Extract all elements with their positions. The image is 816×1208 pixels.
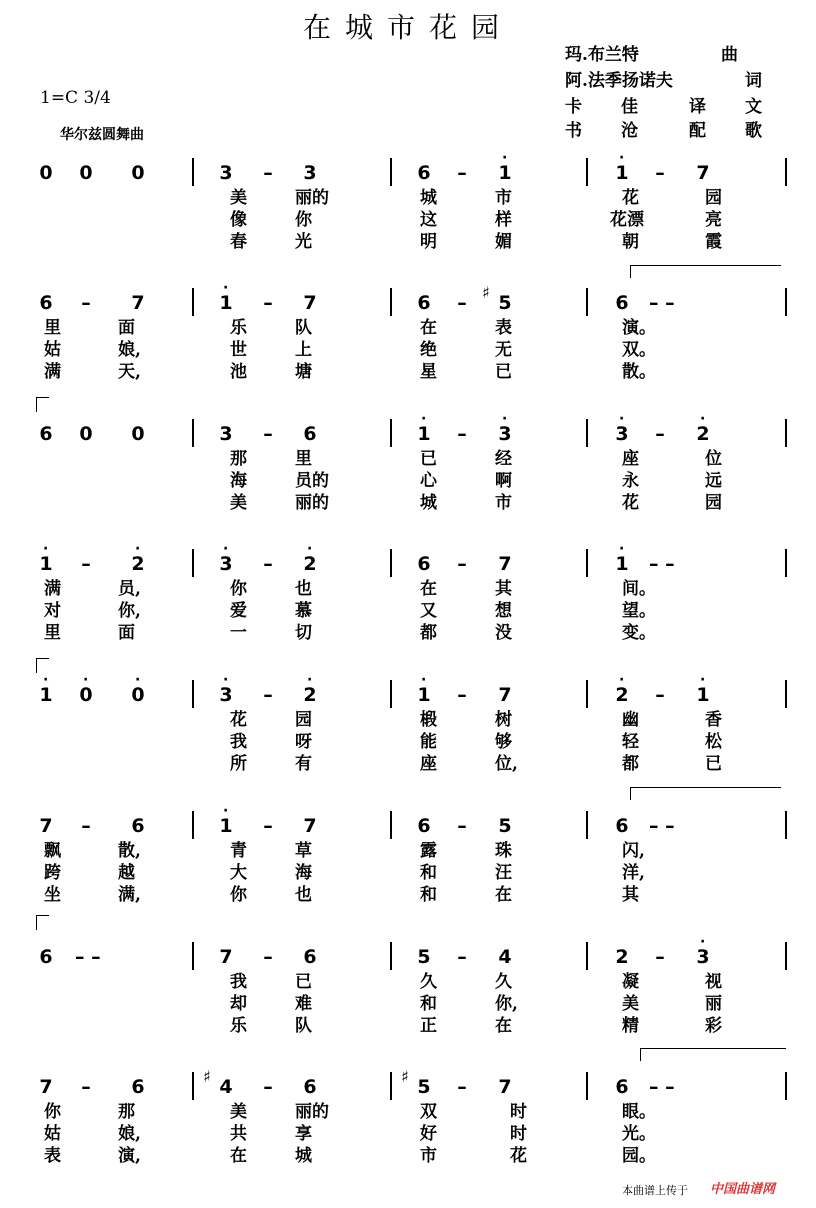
lyric: 已 [295,972,312,992]
lyric: 表 [495,318,512,338]
note: 3 [219,162,233,184]
lyric: 花 [510,1146,527,1166]
bar-line [192,549,194,577]
lyric: 其 [495,579,512,599]
note: ♯ 4 [203,1067,233,1098]
note: – [457,292,467,314]
note: ♯ 5 [482,283,512,314]
lyric: 散。 [622,362,656,382]
lyric: 无 [495,340,512,360]
note: · 2 [303,541,317,575]
lyric: 在 [495,885,512,905]
lyric: 在 [230,1146,247,1166]
lyric: 爱 [230,601,247,621]
lyric: 切 [295,623,312,643]
lyric: 光 [295,232,312,252]
lyric: 海 [295,863,312,883]
lyric: 绝 [420,340,437,360]
lyric: 像 [230,210,247,230]
note: 6 [417,815,431,837]
note: 5 [498,815,512,837]
lyric: 飘 [44,841,61,861]
bar-line [192,419,194,447]
note: · 1 [417,672,431,706]
lyric: 员的 [295,471,329,491]
lyric: 都 [622,754,639,774]
lyric: 凝 [622,972,639,992]
bar-line [785,419,787,447]
lyric: 里 [44,318,61,338]
lyric: 已 [495,362,512,382]
note: – [263,1076,273,1098]
lyric: 丽的 [295,188,329,208]
lyric: 也 [295,885,312,905]
lyric: 双。 [622,340,656,360]
lyric: 样 [495,210,512,230]
note: – [457,684,467,706]
lyric: 享 [295,1124,312,1144]
lyric: 位 [705,449,722,469]
volta-bracket [36,658,49,673]
lyric: 心 [420,471,437,491]
lyric: 池 [230,362,247,382]
note: – [81,1076,91,1098]
lyric: 花 [622,188,639,208]
lyric: 时 [510,1102,527,1122]
lyric: 市 [495,188,512,208]
note: · 1 [696,672,710,706]
lyric: 松 [705,732,722,752]
note: 3 [303,162,317,184]
note: · 1 [498,150,512,184]
bar-line [785,811,787,839]
lyric: 望。 [622,601,656,621]
note: 7 [39,1076,53,1098]
lyric: 露 [420,841,437,861]
lyric: 座 [622,449,639,469]
note: 7 [219,946,233,968]
note: 6 [615,1076,629,1098]
lyric: 那 [230,449,247,469]
bar-line [390,419,392,447]
lyric: 天, [118,362,141,382]
lyric: 你, [118,601,141,621]
lyric: 世 [230,340,247,360]
lyric: 已 [420,449,437,469]
note: 7 [39,815,53,837]
lyric: 眼。 [622,1102,656,1122]
lyric: 光。 [622,1124,656,1144]
note: – [457,946,467,968]
note: 7 [498,553,512,575]
note: – [263,292,273,314]
lyric: 乐 [230,318,247,338]
lyric: 面 [118,623,135,643]
note: 6 [615,292,629,314]
lyric: 美 [230,493,247,513]
note: 6 [131,815,145,837]
lyric: 跨 [44,863,61,883]
lyric: 市 [420,1146,437,1166]
lyric: 在 [495,1016,512,1036]
lyric: 园 [295,710,312,730]
note: · 2 [696,411,710,445]
note: 6 [417,292,431,314]
note: · 1 [219,280,233,314]
lyric: 我 [230,732,247,752]
lyric: 队 [295,318,312,338]
lyric: 慕 [295,601,312,621]
note: – – [649,1076,675,1098]
note: 7 [498,1076,512,1098]
bar-line [586,942,588,970]
note: 5 [417,946,431,968]
lyric: 青 [230,841,247,861]
bar-line [192,1072,194,1100]
note: · 3 [498,411,512,445]
note: 3 [219,423,233,445]
lyric: 满, [118,885,141,905]
note: 6 [615,815,629,837]
lyric: 又 [420,601,437,621]
note: · 0 [131,672,145,706]
lyric: 娘, [118,1124,141,1144]
note: – [263,162,273,184]
site-logo: 中国曲谱网 [710,1182,776,1197]
lyric: 春 [230,232,247,252]
lyric: 座 [420,754,437,774]
note: · 3 [219,541,233,575]
lyric: 满 [44,579,61,599]
lyric: 幽 [622,710,639,730]
note: 0 [79,423,93,445]
lyric: 椴 [420,710,437,730]
key-signature: 1=C 3/4 [40,88,111,108]
lyric: 里 [295,449,312,469]
note: – – [649,292,675,314]
note: · 3 [219,672,233,706]
note: 6 [303,946,317,968]
lyric: 姑 [44,1124,61,1144]
bar-line [785,158,787,186]
note: 0 [131,423,145,445]
lyric: 永 [622,471,639,491]
note: · 2 [131,541,145,575]
lyric: 能 [420,732,437,752]
lyric: 间。 [622,579,656,599]
note: – [457,815,467,837]
lyric: 里 [44,623,61,643]
note: – [263,815,273,837]
note: – [457,162,467,184]
page-title: 在城市花园 [302,11,513,44]
note: 7 [696,162,710,184]
lyric: 明 [420,232,437,252]
lyric: 亮 [705,210,722,230]
lyric: 坐 [44,885,61,905]
lyric: 你 [230,579,247,599]
lyric: 园 [705,493,722,513]
lyric: 越 [118,863,135,883]
lyric: 和 [420,885,437,905]
lyric: 你 [295,210,312,230]
note: 6 [39,946,53,968]
bar-line [586,680,588,708]
lyric: 园。 [622,1146,656,1166]
lyric: 城 [420,493,437,513]
lyric: 市 [495,493,512,513]
note: 0 [131,162,145,184]
lyric: 演, [118,1146,141,1166]
lyric: 难 [295,994,312,1014]
lyric: 已 [705,754,722,774]
lyric: 散, [118,841,141,861]
note: – [655,162,665,184]
volta-bracket [630,265,781,278]
lyric: 时 [510,1124,527,1144]
lyric: 树 [495,710,512,730]
lyric: 汪 [495,863,512,883]
lyric: 变。 [622,623,656,643]
lyric: 双 [420,1102,437,1122]
bar-line [192,811,194,839]
note: · 1 [615,541,629,575]
bar-line [390,942,392,970]
note: 6 [417,162,431,184]
note: · 2 [615,672,629,706]
lyric: 所 [230,754,247,774]
note: – [457,553,467,575]
note: · 0 [79,672,93,706]
lyric: 有 [295,754,312,774]
lyric: 够 [495,732,512,752]
bar-line [586,549,588,577]
volta-bracket [36,397,49,412]
lyric: 美 [230,1102,247,1122]
lyric: 花 [622,493,639,513]
lyric: 草 [295,841,312,861]
note: 7 [303,815,317,837]
bar-line [390,811,392,839]
bar-line [785,942,787,970]
lyric: 朝 [622,232,639,252]
lyric: 城 [420,188,437,208]
bar-line [390,288,392,316]
bar-line [785,288,787,316]
note: – [263,946,273,968]
note: – [81,553,91,575]
bar-line [785,549,787,577]
note: · 3 [696,934,710,968]
bar-line [586,158,588,186]
lyric: 霞 [705,232,722,252]
note: 0 [39,162,53,184]
genre-label: 华尔兹圆舞曲 [60,127,144,143]
lyric: 你, [495,994,518,1014]
bar-line [390,1072,392,1100]
volta-bracket [630,787,781,800]
note: – [457,423,467,445]
lyric: 这 [420,210,437,230]
lyric: 在 [420,579,437,599]
note: 6 [39,423,53,445]
lyric: 演。 [622,318,656,338]
note: 6 [303,423,317,445]
bar-line [192,288,194,316]
lyric: 上 [295,340,312,360]
note: – [263,553,273,575]
note: – [655,946,665,968]
lyric: 闪, [622,841,645,861]
upload-note: 本曲谱上传于 [622,1184,688,1197]
lyric: 城 [295,1146,312,1166]
lyric: 大 [230,863,247,883]
lyric: 却 [230,994,247,1014]
lyric: 和 [420,994,437,1014]
lyric: 海 [230,471,247,491]
lyric: 满 [44,362,61,382]
bar-line [785,1072,787,1100]
lyric: 娘, [118,340,141,360]
volta-bracket [36,915,49,930]
lyric: 和 [420,863,437,883]
note: 6 [39,292,53,314]
note: – [655,684,665,706]
lyric: 珠 [495,841,512,861]
lyric: 彩 [705,1016,722,1036]
note: – [457,1076,467,1098]
lyric: 共 [230,1124,247,1144]
lyric: 远 [705,471,722,491]
lyric: 媚 [495,232,512,252]
note: · 1 [417,411,431,445]
lyric: 表 [44,1146,61,1166]
lyric: 队 [295,1016,312,1036]
note: 7 [498,684,512,706]
lyric: 那 [118,1102,135,1122]
bar-line [586,288,588,316]
bar-line [192,680,194,708]
note: – – [649,553,675,575]
lyric: 塘 [295,362,312,382]
note: 4 [498,946,512,968]
bar-line [586,811,588,839]
bar-line [586,1072,588,1100]
lyric: 久 [495,972,512,992]
lyric: 其 [622,885,639,905]
lyric: 精 [622,1016,639,1036]
lyric: 想 [495,601,512,621]
lyric: 花 [230,710,247,730]
note: 2 [615,946,629,968]
note: · 1 [615,150,629,184]
lyric: 视 [705,972,722,992]
note: · 2 [303,672,317,706]
lyric: 乐 [230,1016,247,1036]
lyric: 姑 [44,340,61,360]
lyric: 丽的 [295,1102,329,1122]
bar-line [192,942,194,970]
lyric: 对 [44,601,61,621]
lyric: 久 [420,972,437,992]
lyric: 丽 [705,994,722,1014]
lyric: 你 [44,1102,61,1122]
bar-line [390,549,392,577]
lyric: 园 [705,188,722,208]
bar-line [586,419,588,447]
lyric: 在 [420,318,437,338]
note: – [81,292,91,314]
bar-line [192,158,194,186]
lyric: 呀 [295,732,312,752]
volta-bracket [640,1048,786,1061]
note: 6 [131,1076,145,1098]
note: 0 [79,162,93,184]
note: · 1 [39,672,53,706]
lyric: 经 [495,449,512,469]
note: – [263,423,273,445]
lyric: 员, [118,579,141,599]
lyric: 都 [420,623,437,643]
lyric: 丽的 [295,493,329,513]
bar-line [390,680,392,708]
lyric: 啊 [495,471,512,491]
note: · 1 [219,803,233,837]
lyric: 一 [230,623,247,643]
lyric: 位, [495,754,518,774]
note: – [263,684,273,706]
lyric: 香 [705,710,722,730]
bar-line [785,680,787,708]
note: – – [75,946,101,968]
note: · 3 [615,411,629,445]
lyric: 好 [420,1124,437,1144]
lyric: 美 [622,994,639,1014]
note: – [81,815,91,837]
lyric: 面 [118,318,135,338]
lyric: 美 [230,188,247,208]
note: – [655,423,665,445]
bar-line [390,158,392,186]
note: 7 [303,292,317,314]
lyric: 你 [230,885,247,905]
lyric: 没 [495,623,512,643]
note: 6 [303,1076,317,1098]
lyric: 也 [295,579,312,599]
lyric: 洋, [622,863,645,883]
lyric: 花漂 [610,210,644,230]
lyric: 星 [420,362,437,382]
lyric: 我 [230,972,247,992]
note: 7 [131,292,145,314]
lyric: 正 [420,1016,437,1036]
note: 6 [417,553,431,575]
note: – – [649,815,675,837]
lyric: 轻 [622,732,639,752]
note: ♯ 5 [401,1067,431,1098]
note: · 1 [39,541,53,575]
